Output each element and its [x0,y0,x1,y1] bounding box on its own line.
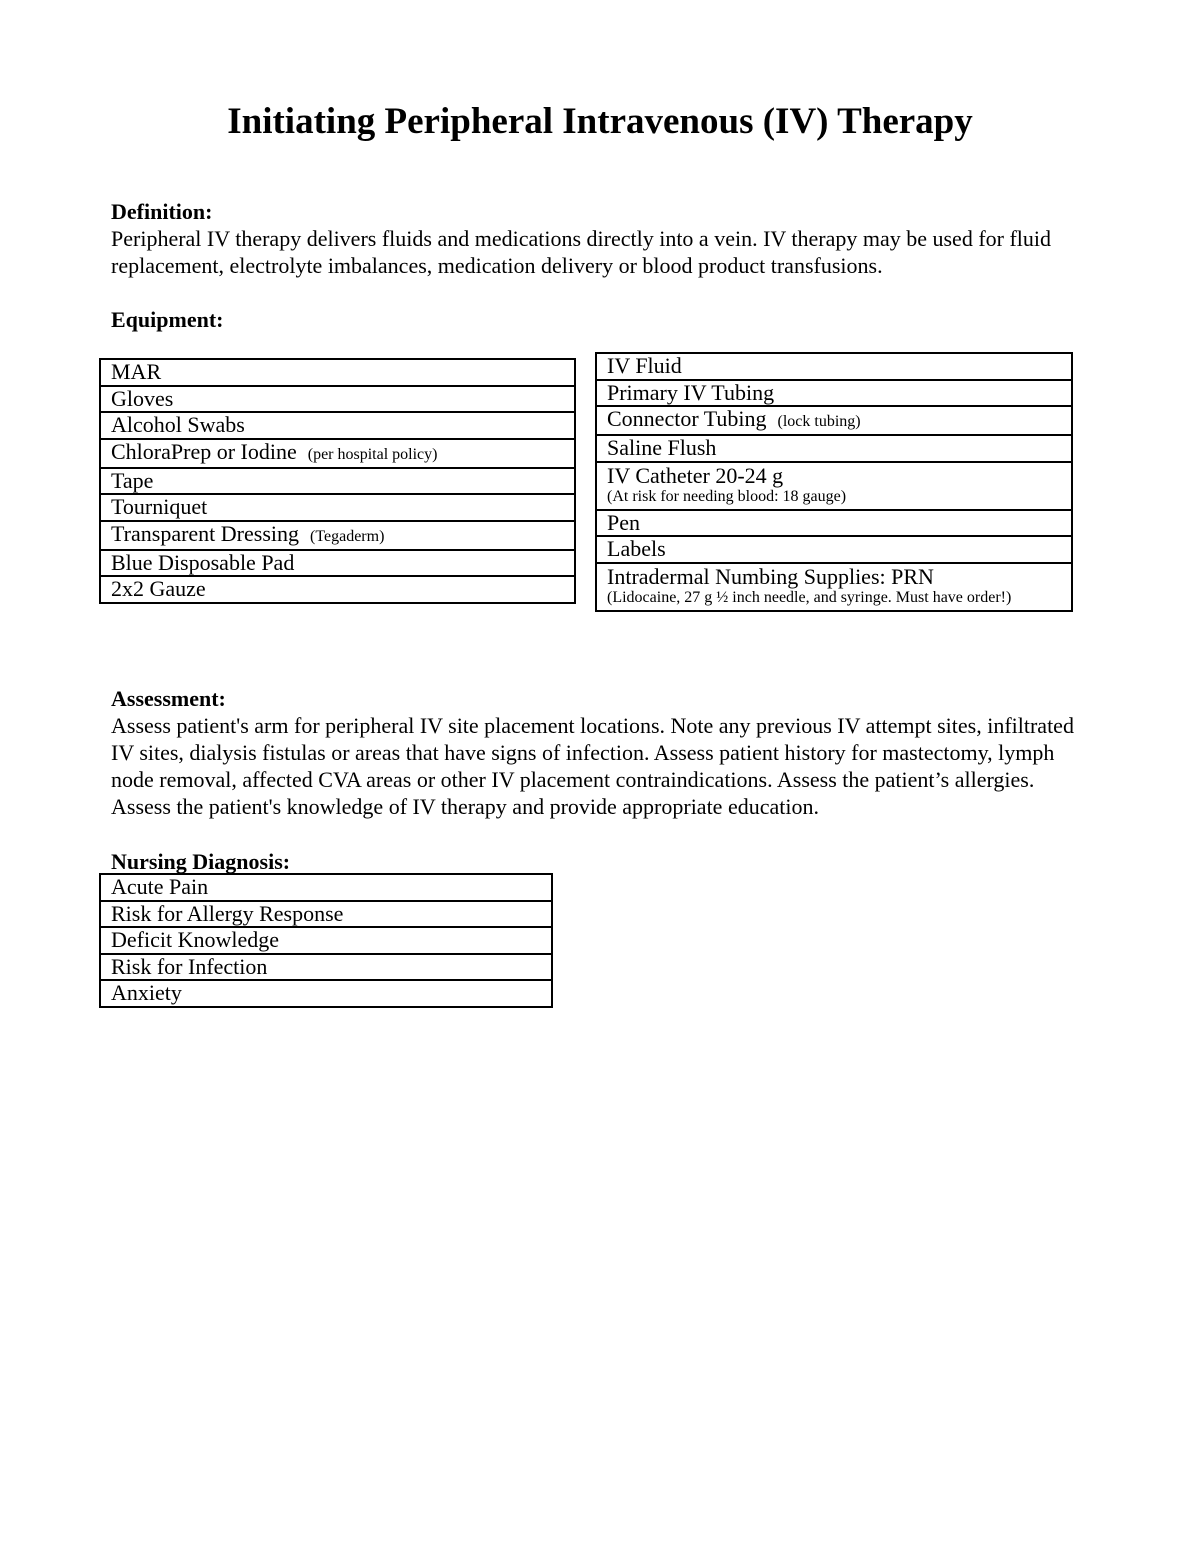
diagnosis-item: Risk for Allergy Response [100,901,552,928]
equipment-item: IV Catheter 20-24 g [607,462,784,488]
equipment-item: Transparent Dressing [111,520,299,546]
equipment-item: Tourniquet [111,494,208,520]
equipment-item: Gloves [111,385,174,411]
diagnosis-item: Acute Pain [100,874,552,901]
table-row [100,521,575,550]
page-title: Initiating Peripheral Intravenous (IV) Therapy [227,101,973,142]
diagnosis-item: Deficit Knowledge [100,927,552,954]
table-row [596,406,1072,435]
table-row [596,435,1072,462]
definition-text: Peripheral IV therapy delivers fluids and medications directly into a vein. IV therapy may be used for fluid replacement, electrolyte imbalances, medication delivery or blood product transfusions. [111,226,1052,278]
table-row [100,412,575,439]
table-row [596,380,1072,407]
assessment-heading: Assessment: [111,686,226,711]
table-row [596,536,1072,563]
equipment-subnote: (At risk for needing blood: 18 gauge) [607,487,847,505]
equipment-note: (lock tubing) [777,413,861,430]
equipment-item: Saline Flush [607,435,717,461]
equipment-note: (per hospital policy) [307,445,438,463]
table-row [100,359,575,386]
equipment-item: Tape [111,467,154,493]
equipment-item: Blue Disposable Pad [111,549,295,575]
equipment-item: MAR [111,359,162,385]
equipment-item: Alcohol Swabs [111,412,245,438]
equipment-item: Pen [607,509,640,535]
table-row [596,510,1072,537]
nursing-diagnosis-table [99,873,553,1008]
nursing-diagnosis-heading: Nursing Diagnosis: [111,849,291,874]
definition-heading: Definition: [111,199,213,224]
table-row [596,353,1072,380]
diagnosis-item: Risk for Infection [100,954,552,981]
equipment-heading: Equipment: [111,307,224,332]
equipment-item: Primary IV Tubing [607,379,775,405]
equipment-item: IV Fluid [607,353,682,379]
assessment-text: Assess patient's arm for peripheral IV site placement locations. Note any previous IV attempt sites, infiltrated IV sites, dialysis fistulas or areas that have signs of infection. Assess patient history for mastectomy, lymph node removal, affected CVA areas or other IV placement contraindications. Assess the patient’s allergies. Assess the patient's knowledge of IV therapy and provide appropriate education. [111,713,1074,819]
table-row [100,576,575,603]
table-row [100,874,552,901]
table-row [596,563,1072,611]
table-row [100,386,575,413]
table-row [100,468,575,495]
table-row [100,954,552,981]
equipment-table-left [99,358,576,604]
table-row [100,439,575,468]
equipment-item: Labels [607,536,666,562]
equipment-item: 2x2 Gauze [111,576,206,602]
equipment-table-right [595,352,1073,612]
table-row [100,494,575,521]
equipment-item: ChloraPrep or Iodine [111,438,297,464]
equipment-note: (Tegaderm) [310,527,385,545]
equipment-item: Intradermal Numbing Supplies: PRN [607,563,934,589]
table-row [100,550,575,577]
equipment-subnote: (Lidocaine, 27 g ½ inch needle, and syringe. Must have order!) [607,588,1012,606]
equipment-item: Connector Tubing [607,406,767,431]
table-row [596,462,1072,510]
table-row [100,980,552,1007]
table-row [100,927,552,954]
diagnosis-item: Anxiety [100,980,552,1007]
table-row [100,901,552,928]
